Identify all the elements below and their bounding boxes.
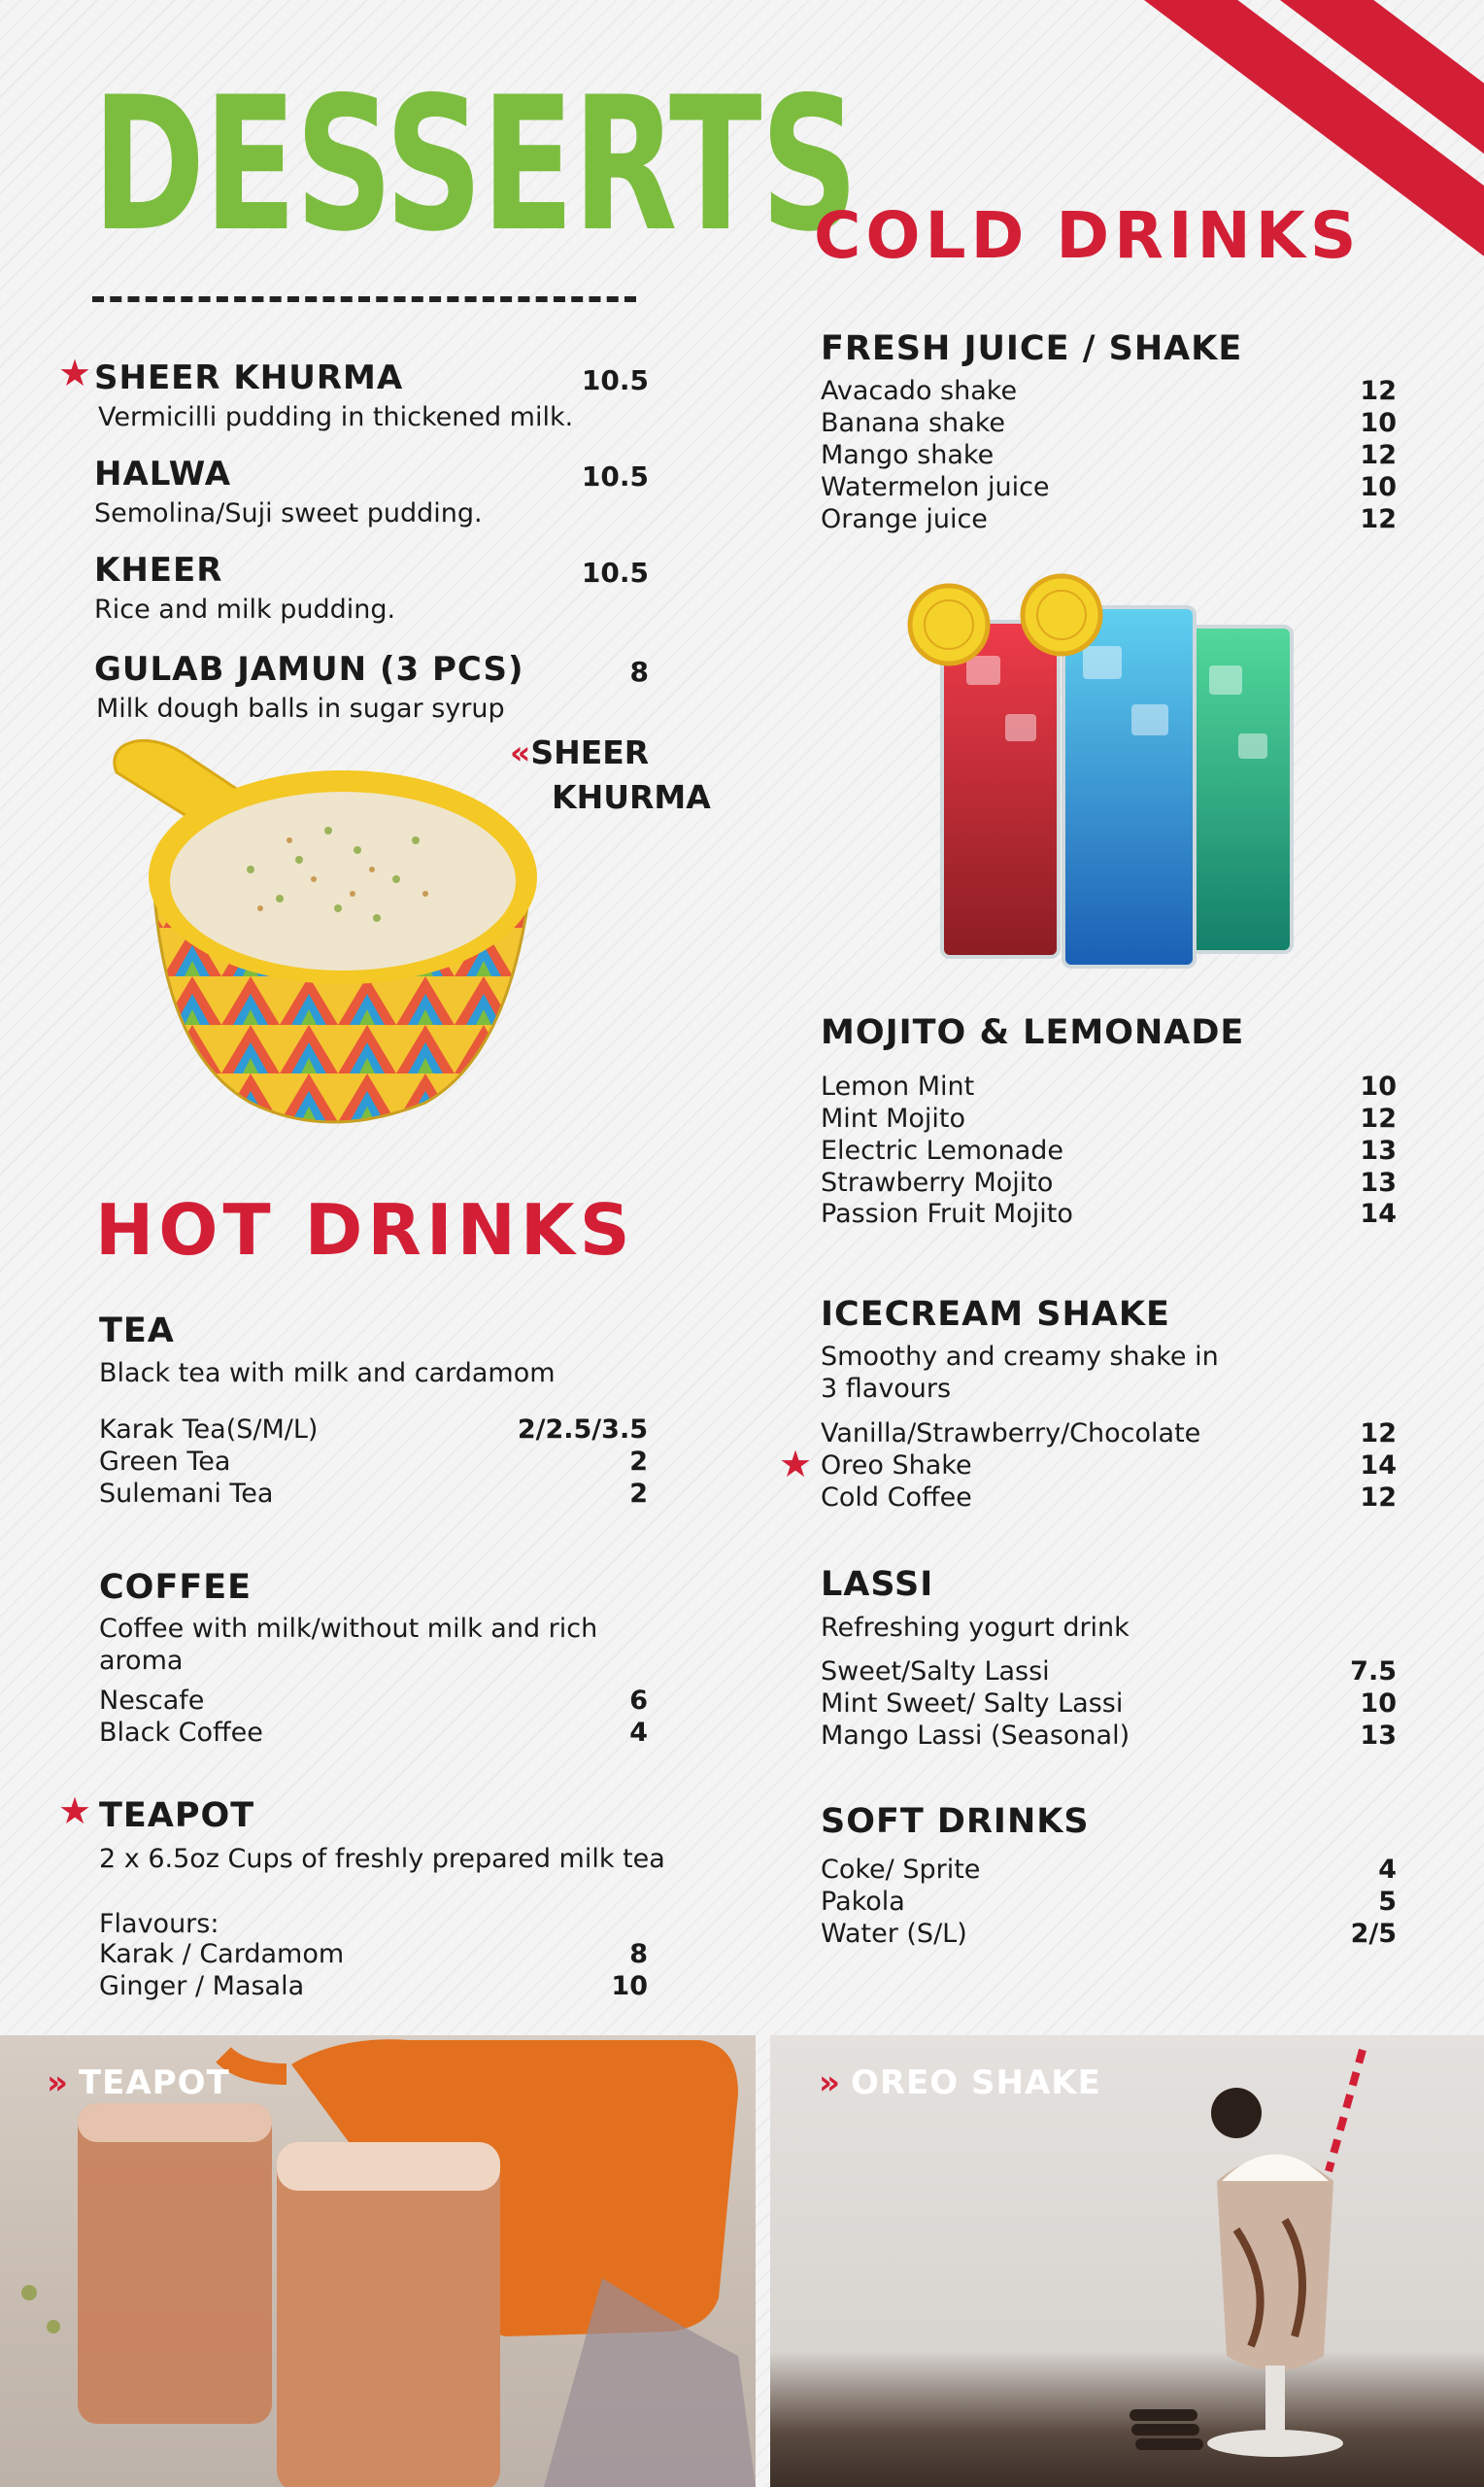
section-title: ICECREAM SHAKE	[821, 1295, 1170, 1334]
sheer-khurma-photo-label: «SHEER KHURMA	[510, 733, 711, 817]
oreo-shake-photo-image	[770, 2035, 1484, 2487]
menu-row: Water (S/L) 2/5	[821, 1919, 1397, 1949]
menu-row: Green Tea 2	[99, 1447, 648, 1477]
desserts-heading: DESSERTS	[92, 57, 858, 272]
menu-row: Coke/ Sprite 4	[821, 1855, 1397, 1885]
menu-row: Nescafe 6	[99, 1686, 648, 1716]
menu-row: Sweet/Salty Lassi 7.5	[821, 1656, 1397, 1686]
teapot-photo-image	[0, 2035, 756, 2487]
dessert-price: 10.5	[581, 460, 649, 493]
section-desc: Black tea with milk and cardamom	[99, 1358, 556, 1388]
section-title: MOJITO & LEMONADE	[821, 1013, 1245, 1052]
menu-row: Karak / Cardamom 8	[99, 1939, 648, 1969]
teapot-photo-label: TEAPOT	[78, 2063, 230, 2102]
dessert-desc: Milk dough balls in sugar syrup	[96, 694, 505, 724]
star-icon: ★	[58, 352, 92, 394]
menu-row: Banana shake 10	[821, 408, 1397, 438]
menu-row: Black Coffee 4	[99, 1718, 648, 1748]
menu-row: Mango Lassi (Seasonal) 13	[821, 1720, 1397, 1751]
chevron-right-icon: »	[47, 2063, 69, 2102]
section-desc: aroma	[99, 1646, 184, 1676]
dessert-price: 10.5	[581, 557, 649, 589]
menu-row: Strawberry Mojito 13	[821, 1168, 1397, 1198]
chevron-right-icon: »	[819, 2063, 841, 2102]
menu-row: Mint Mojito 12	[821, 1104, 1397, 1134]
oreo-shake-photo-label: OREO SHAKE	[850, 2063, 1101, 2102]
menu-row: Vanilla/Strawberry/Chocolate 12	[821, 1418, 1397, 1448]
oreo-shake-photo	[770, 2035, 1484, 2487]
section-desc: Refreshing yogurt drink	[821, 1613, 1130, 1643]
dessert-title: HALWA	[94, 455, 232, 494]
corner-stripes	[1115, 0, 1484, 350]
dessert-price: 8	[629, 656, 649, 688]
menu-row: Orange juice 12	[821, 504, 1397, 534]
menu-row: Karak Tea(S/M/L) 2/2.5/3.5	[99, 1414, 648, 1445]
section-desc: Coffee with milk/without milk and rich	[99, 1614, 598, 1644]
star-icon: ★	[58, 1789, 92, 1832]
menu-row: Oreo Shake 14	[821, 1450, 1397, 1481]
menu-row: Electric Lemonade 13	[821, 1136, 1397, 1166]
star-icon: ★	[779, 1443, 813, 1485]
section-title: SOFT DRINKS	[821, 1802, 1090, 1841]
dessert-title: GULAB JAMUN (3 PCS)	[94, 650, 524, 689]
section-title: TEA	[99, 1312, 175, 1350]
menu-row: Pakola 5	[821, 1887, 1397, 1917]
menu-row: Mango shake 12	[821, 440, 1397, 470]
menu-row: Ginger / Masala 10	[99, 1971, 648, 2001]
dessert-price: 10.5	[581, 364, 649, 396]
dessert-desc: Vermicilli pudding in thickened milk.	[98, 402, 574, 432]
dessert-desc: Semolina/Suji sweet pudding.	[94, 498, 483, 528]
teapot-photo	[0, 2035, 756, 2487]
section-title: FRESH JUICE / SHAKE	[821, 329, 1243, 368]
section-desc: Smoothy and creamy shake in	[821, 1342, 1219, 1372]
menu-row: Avacado shake 12	[821, 376, 1397, 406]
sheer-khurma-bowl-image	[105, 733, 552, 1141]
section-title: LASSI	[821, 1565, 934, 1604]
menu-row: Watermelon juice 10	[821, 472, 1397, 502]
menu-row: Passion Fruit Mojito 14	[821, 1199, 1397, 1229]
flavours-label: Flavours:	[99, 1909, 219, 1939]
cold-drinks-heading: COLD DRINKS	[814, 198, 1362, 273]
dessert-title: KHEER	[94, 551, 223, 590]
menu-row: Lemon Mint 10	[821, 1072, 1397, 1102]
dessert-desc: Rice and milk pudding.	[94, 595, 396, 625]
menu-row: Cold Coffee 12	[821, 1482, 1397, 1513]
section-title: COFFEE	[99, 1568, 253, 1607]
section-desc: 2 x 6.5oz Cups of freshly prepared milk tea	[99, 1844, 665, 1874]
cold-drinks-glasses-image	[898, 568, 1326, 976]
dashed-divider	[92, 296, 636, 302]
dessert-title: SHEER KHURMA	[94, 358, 404, 397]
chevron-left-icon: «	[510, 733, 531, 771]
section-desc: 3 flavours	[821, 1374, 952, 1404]
section-title: TEAPOT	[99, 1796, 255, 1835]
hot-drinks-heading: HOT DRINKS	[95, 1189, 635, 1271]
menu-row: Sulemani Tea 2	[99, 1479, 648, 1509]
menu-row: Mint Sweet/ Salty Lassi 10	[821, 1688, 1397, 1719]
